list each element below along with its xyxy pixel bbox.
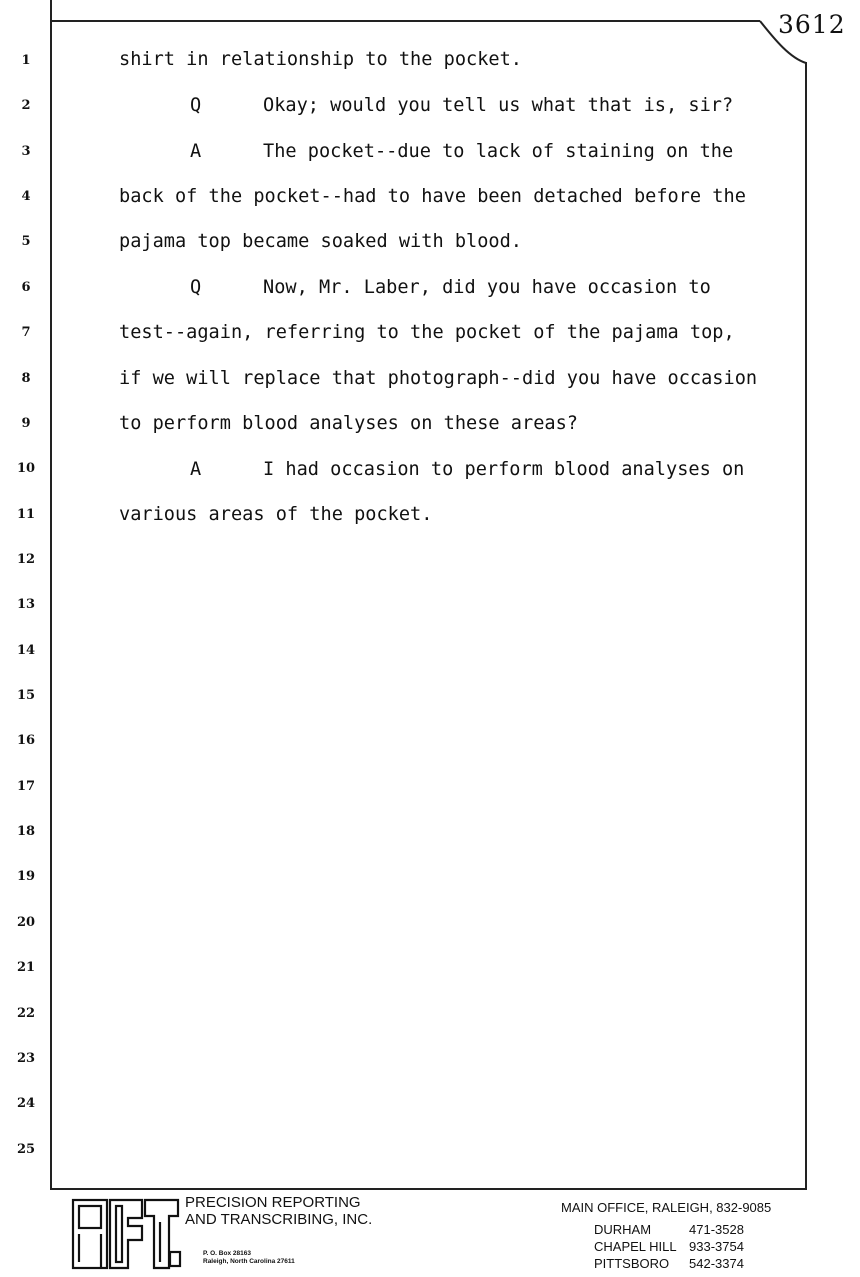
speaker-label: Q xyxy=(190,95,202,116)
line-number: 17 xyxy=(16,779,36,794)
line-number: 1 xyxy=(21,53,31,68)
line-number: 14 xyxy=(16,643,36,658)
line-number: 3 xyxy=(21,144,31,159)
po-box: P. O. Box 28163 xyxy=(203,1250,251,1257)
line-number: 2 xyxy=(21,98,31,113)
line-number: 18 xyxy=(16,824,36,839)
line-number: 16 xyxy=(16,733,36,748)
transcript-line-text: pajama top became soaked with blood. xyxy=(119,231,522,252)
line-number: 23 xyxy=(16,1051,36,1066)
speaker-label: A xyxy=(190,459,202,480)
company-logo xyxy=(70,1196,182,1272)
line-number: 13 xyxy=(16,597,36,612)
company-address xyxy=(203,1250,295,1266)
line-number: 11 xyxy=(16,507,36,522)
line-number: 20 xyxy=(16,915,36,930)
transcript-line-text: Now, Mr. Laber, did you have occasion to xyxy=(263,277,711,298)
frame-right-border xyxy=(805,62,807,1190)
transcript-line-text: various areas of the pocket. xyxy=(119,504,433,525)
office-phone: 471-3528 xyxy=(689,1222,744,1237)
line-number: 21 xyxy=(16,960,36,975)
transcript-line-text: back of the pocket--had to have been detached before the xyxy=(119,186,746,207)
office-city: PITTSBORO xyxy=(594,1256,670,1271)
transcript-line-text: to perform blood analyses on these areas? xyxy=(119,413,578,434)
company-name xyxy=(185,1194,372,1228)
speaker-label: Q xyxy=(190,277,202,298)
main-office: MAIN OFFICE, RALEIGH, 832-9085 xyxy=(561,1200,772,1215)
office-city: CHAPEL HILL xyxy=(594,1239,677,1254)
line-number: 9 xyxy=(21,416,31,431)
frame-top-border xyxy=(50,20,760,22)
line-number: 12 xyxy=(16,552,36,567)
office-phone: 542-3374 xyxy=(689,1256,744,1271)
line-number: 6 xyxy=(21,280,31,295)
transcript-line-text: if we will replace that photograph--did you have occasion xyxy=(119,368,758,389)
office-phone: 933-3754 xyxy=(689,1239,744,1254)
page-number: 3612 xyxy=(778,10,846,39)
line-number: 7 xyxy=(21,325,31,340)
line-number: 15 xyxy=(16,688,36,703)
frame-left-border xyxy=(50,0,52,1190)
transcript-line-text: shirt in relationship to the pocket. xyxy=(119,49,522,70)
line-number: 10 xyxy=(16,461,36,476)
office-city: DURHAM xyxy=(594,1222,652,1237)
speaker-label: A xyxy=(190,141,202,162)
city-address: Raleigh, North Carolina 27611 xyxy=(203,1258,295,1265)
company-name-line1: PRECISION REPORTING xyxy=(185,1194,361,1211)
line-number: 22 xyxy=(16,1006,36,1021)
line-number: 19 xyxy=(16,869,36,884)
line-number: 24 xyxy=(16,1096,36,1111)
line-number: 5 xyxy=(21,234,31,249)
transcript-line-text: Okay; would you tell us what that is, sir? xyxy=(263,95,734,116)
line-number: 25 xyxy=(16,1142,36,1157)
transcript-line-text: I had occasion to perform blood analyses on xyxy=(263,459,745,480)
line-number: 4 xyxy=(21,189,31,204)
line-number: 8 xyxy=(21,371,31,386)
company-name-line2: AND TRANSCRIBING, INC. xyxy=(185,1211,373,1228)
transcript-line-text: The pocket--due to lack of staining on the xyxy=(263,141,734,162)
transcript-line-text: test--again, referring to the pocket of the pajama top, xyxy=(119,322,735,343)
